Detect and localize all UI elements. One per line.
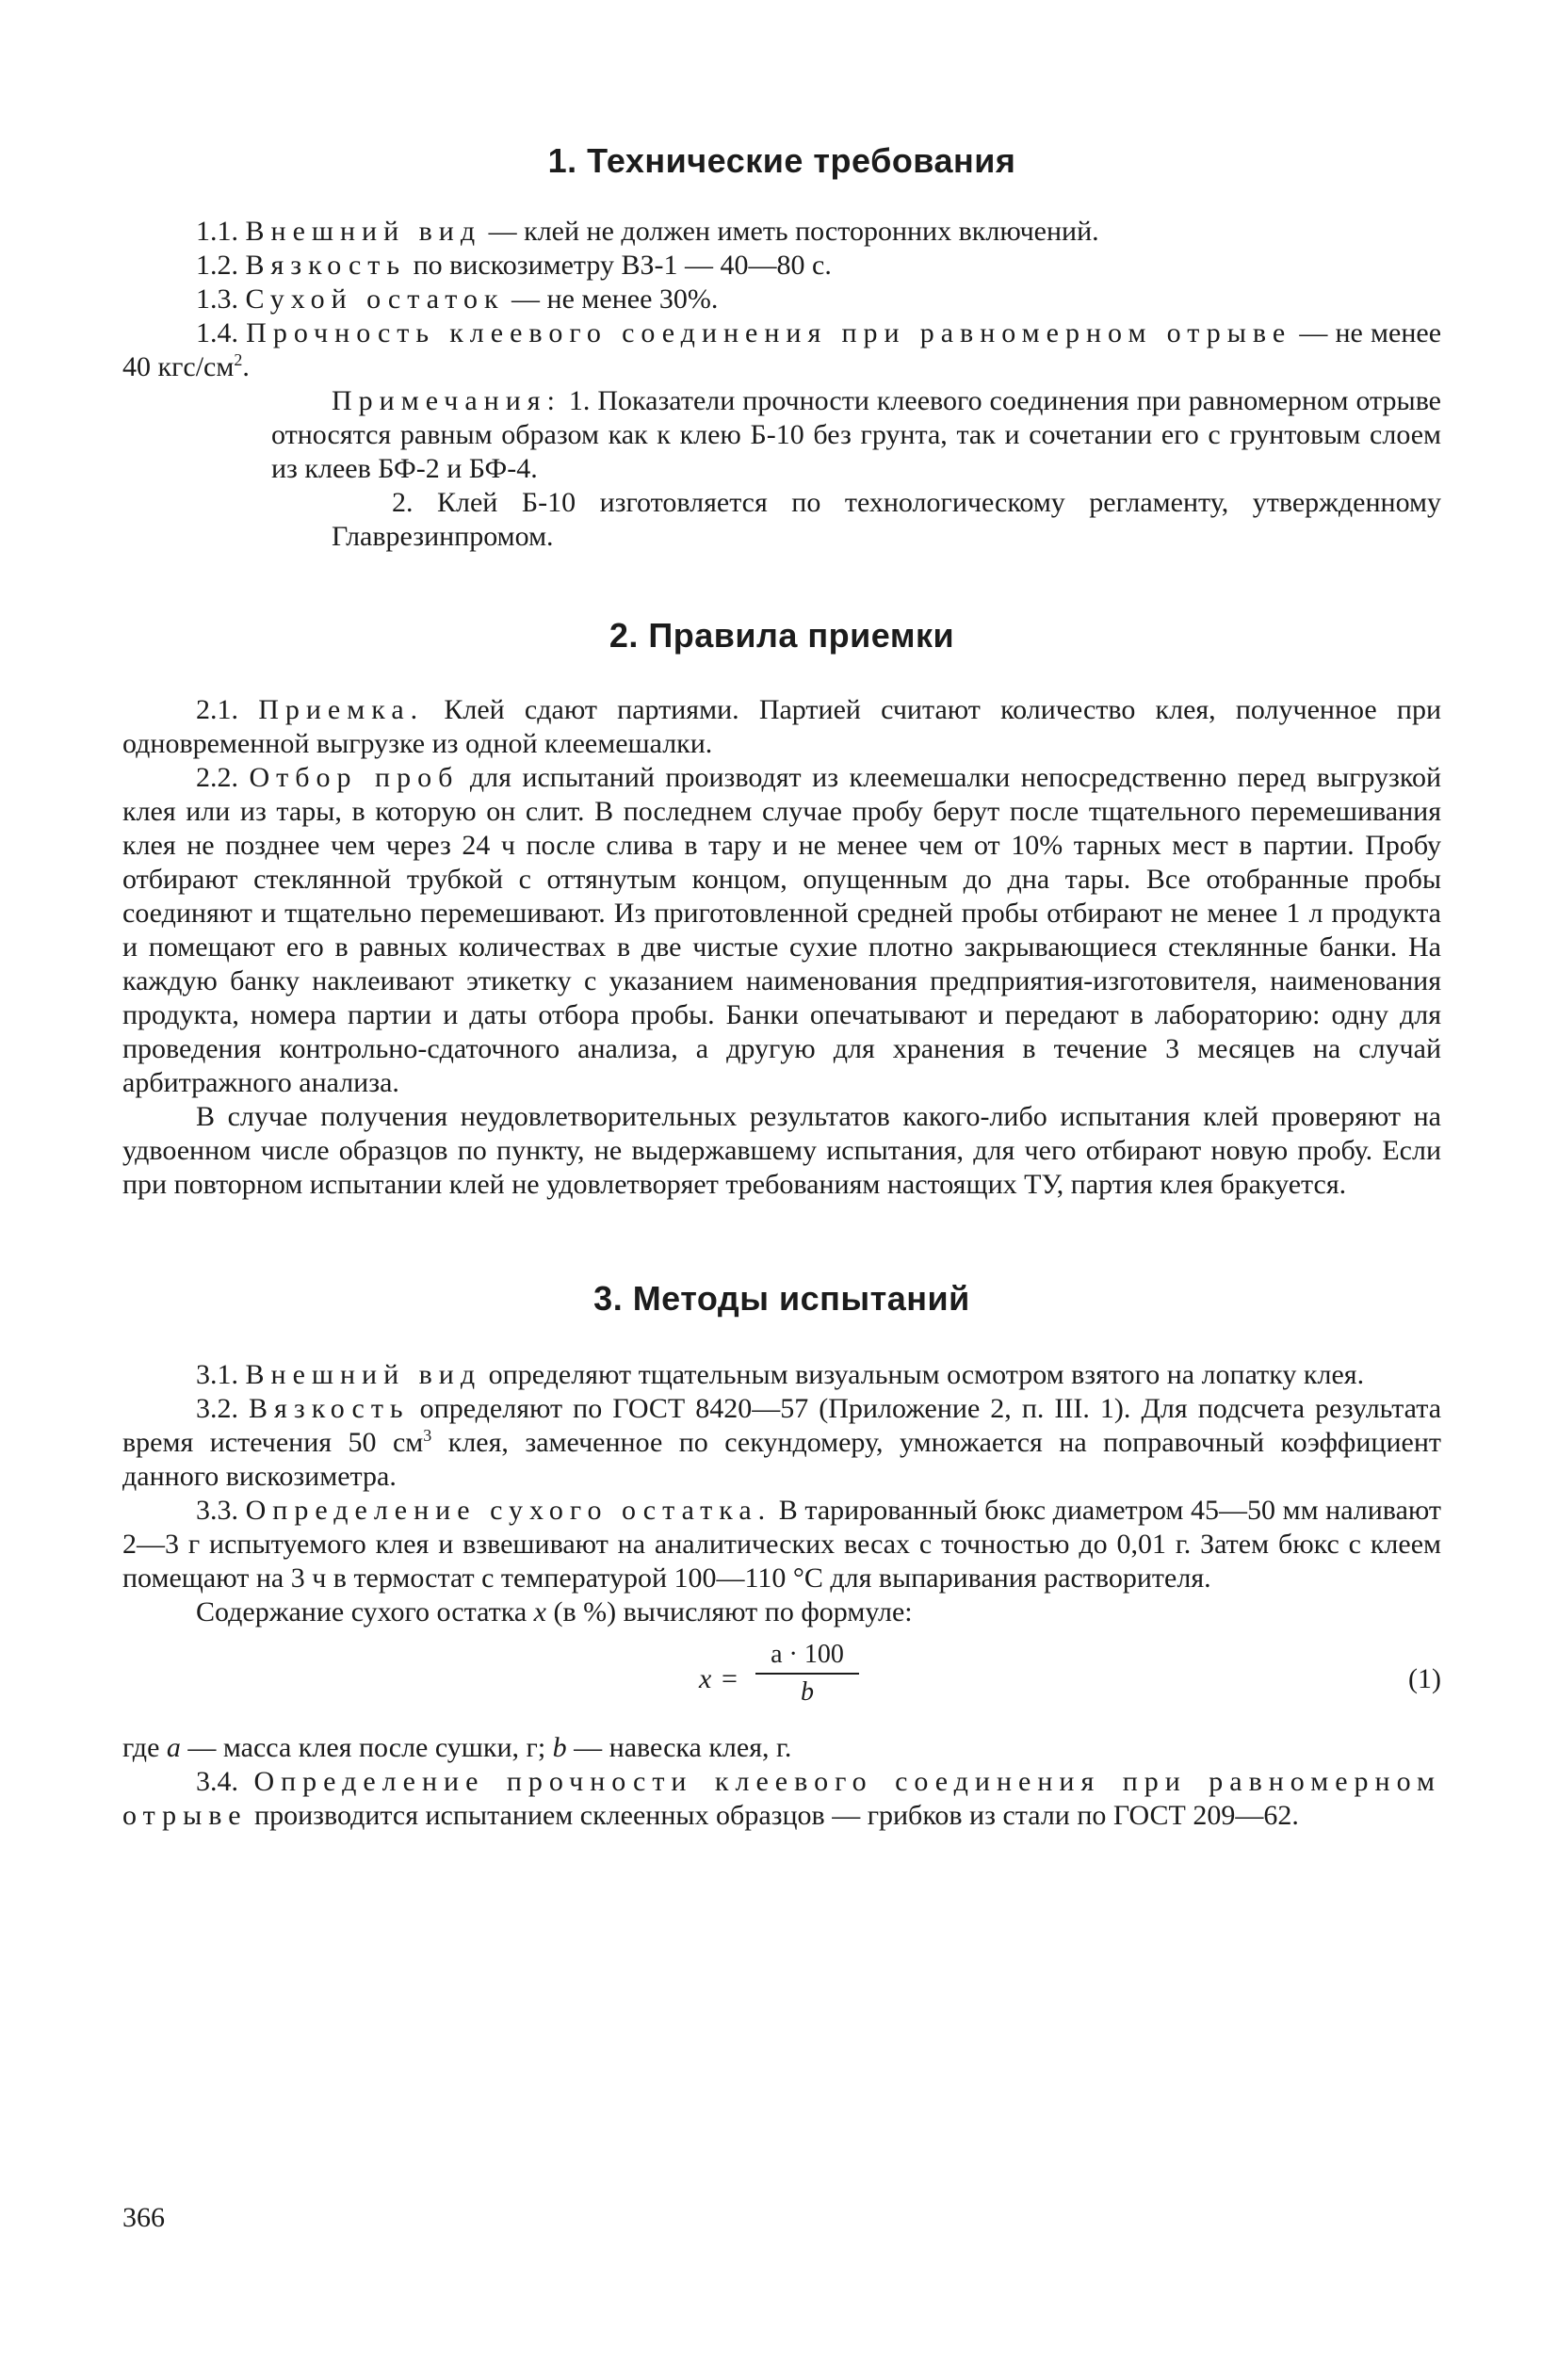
clause-text: — клей не должен иметь посторонних включений. <box>488 216 1099 247</box>
clause-term: Внешний вид <box>245 216 482 247</box>
clause-1-3 <box>122 283 1441 316</box>
formula-intro-text: Содержание сухого остатка <box>196 1596 527 1627</box>
formula-equals: = <box>722 1663 738 1694</box>
notes-block <box>271 384 1441 554</box>
clause-text: В тарированный бюкс диаметром 45—50 мм наливают 2—3 г испытуемого клея и взвешивают на аналитических весах с точностью до 0,01 г. Затем бюкс с клеем помещают на 3 ч в термостат с температурой 100—110 °С для выпаривания растворителя. <box>122 1495 1442 1594</box>
clause-text-continued: клея, замеченное по секундомеру, умножается на поправочный коэффициент данного вискозиметра. <box>122 1427 1441 1492</box>
clause-1-1 <box>122 215 1441 249</box>
clause-number: 2.1. <box>196 694 238 725</box>
clause-3-1 <box>122 1358 1441 1392</box>
clause-number: 1.3. <box>196 283 238 315</box>
formula-legend <box>122 1731 1441 1765</box>
clause-3-2 <box>122 1392 1441 1494</box>
clause-number: 1.4. <box>196 317 238 348</box>
clause-number: 3.2. <box>196 1393 238 1424</box>
formula-1 <box>122 1639 1441 1720</box>
clause-3-3 <box>122 1494 1441 1595</box>
clause-number: 1.1. <box>196 216 238 247</box>
clause-1-4 <box>122 316 1441 384</box>
clause-term: Вязкость <box>249 1393 410 1424</box>
clause-text: по вискозиметру ВЗ-1 — 40—80 с. <box>413 250 832 281</box>
paragraph-2-2-continued: В случае получения неудовлетворительных результатов какого-либо испытания клей проверяют на удвоенном числе образцов по пункту, не выдержавшему испытания, для чего отбирают новую пробу. Если при повторном испытании клей не удовлетворяет требованиям настоящих ТУ, партия клея бракуется. <box>122 1101 1441 1200</box>
clause-1-2 <box>122 249 1441 283</box>
clause-text: — не менее 40 кгс/см <box>122 317 1442 382</box>
variable-a: a <box>166 1732 181 1763</box>
fraction-bar <box>755 1673 859 1675</box>
clause-term: Вязкость <box>245 250 407 281</box>
section-1-title: 1. Технические требования <box>547 141 1016 180</box>
legend-b-text: — навеска клея, г. <box>574 1732 792 1763</box>
clause-term: Отбор проб <box>249 762 460 793</box>
clause-number: 1.2. <box>196 250 238 281</box>
page-body <box>122 113 1441 1833</box>
legend-a-text: — масса клея после сушки, г; <box>187 1732 546 1763</box>
clause-text: производится испытанием склеенных образцов — грибков из стали по ГОСТ 209—62. <box>254 1800 1299 1831</box>
clause-number: 3.3. <box>196 1495 238 1526</box>
clause-text: для испытаний производят из клеемешалки непосредственно перед выгрузкой клея или из тары, в которую он слит. В последнем случае пробу берут после тщательного перемешивания клея не позднее чем через 24 ч после слива в тару и не менее чем от 10% тарных мест в партии. Пробу отбирают стеклянной трубкой с оттянутым концом, опущенным до дна тары. Все отобранные пробы соединяют и тщательно перемешивают. Из приготовленной средней пробы отбирают не менее 1 л продукта и помещают его в равных количествах в две чистые сухие плотно закрывающиеся стеклянные банки. На каждую банку наклеивают этикетку с указанием наименования предприятия-изготовителя, наименования продукта, номера партии и даты отбора пробы. Банки опечатывают и передают в лабораторию: одну для проведения контрольно-сдаточного анализа, а другую для хранения в течение 3 месяцев на случай арбитражного анализа. <box>122 762 1442 1098</box>
note-1 <box>271 384 1441 486</box>
clause-text: Клей сдают партиями. Партией считают количество клея, полученное при одновременной выгрузке из одной клеемешалки. <box>122 694 1442 759</box>
clause-text: определяют тщательным визуальным осмотром взятого на лопатку клея. <box>488 1359 1365 1390</box>
formula-fraction <box>755 1639 859 1708</box>
formula-number: (1) <box>1408 1663 1441 1694</box>
formula-denominator: b <box>801 1677 814 1707</box>
note-2: 2. Клей Б-10 изготовляется по технологическому регламенту, утвержденному Главрезинпромом. <box>332 487 1441 552</box>
clause-text: определяют по ГОСТ 8420—57 (Приложение 2, п. III. 1). Для подсчета результата время истечения 50 см <box>122 1393 1442 1458</box>
clause-term: Определение сухого остатка. <box>245 1495 772 1526</box>
note-1-text: 1. Показатели прочности клеевого соединения при равномерном отрыве относятся равным образом как к клею Б-10 без грунта, так и сочетании его с грунтовым слоем из клеев БФ-2 и БФ-4. <box>271 385 1441 484</box>
formula-intro <box>122 1595 1441 1629</box>
clause-3-4 <box>122 1765 1441 1833</box>
variable-b: b <box>552 1732 567 1763</box>
notes-label: Примечания: <box>332 385 561 416</box>
clause-text: — не менее 30%. <box>511 283 719 315</box>
clause-term: Определение прочности клеевого соединения при равномерном отрыве <box>122 1766 1442 1831</box>
section-2-title: 2. Правила приемки <box>609 616 955 655</box>
section-3-title: 3. Методы испытаний <box>593 1279 970 1318</box>
superscript: 3 <box>423 1426 432 1445</box>
clause-number: 3.1. <box>196 1359 238 1390</box>
clause-term: Прочность клеевого соединения при равномерном отрыве <box>246 317 1292 348</box>
formula-lhs: x <box>699 1663 712 1694</box>
formula-numerator: a · 100 <box>771 1640 844 1669</box>
clause-2-1 <box>122 693 1441 761</box>
clause-number: 2.2. <box>196 762 238 793</box>
clause-term: Внешний вид <box>245 1359 482 1390</box>
clause-text-end: . <box>242 351 250 382</box>
formula-intro-text-end: (в %) вычисляют по формуле: <box>553 1596 913 1627</box>
clause-term: Сухой остаток <box>245 283 505 315</box>
clause-term: Приемка. <box>258 694 425 725</box>
superscript: 2 <box>234 350 243 369</box>
legend-where: где <box>122 1732 160 1763</box>
clause-number: 3.4. <box>196 1766 238 1797</box>
page-number: 366 <box>122 2202 165 2233</box>
variable-x: x <box>533 1596 546 1627</box>
clause-2-2 <box>122 761 1441 1100</box>
